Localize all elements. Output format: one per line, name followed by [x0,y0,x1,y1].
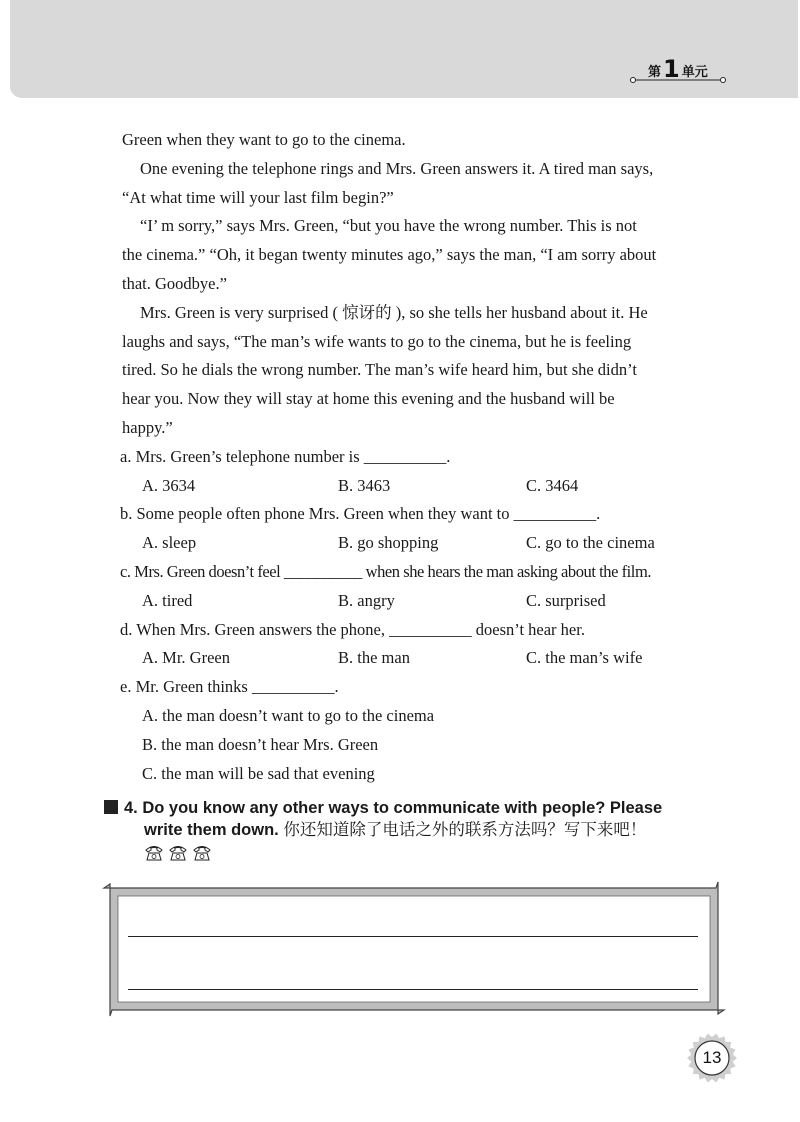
page-number-badge [686,1032,738,1084]
section-4-heading [104,797,714,841]
passage-line: the cinema.” “Oh, it began twenty minutes ago,” says the man, “I am sorry about [122,245,657,265]
reading-passage [122,126,722,788]
answer-line-1[interactable] [128,936,698,937]
section-4-line2-en: write them down. [144,821,279,839]
passage-line: laughs and says, “The man’s wife wants to go to the cinema, but he is feeling [122,331,632,351]
passage-line: Mrs. Green is very surprised ( 惊讶的 ), so she tells her husband about it. He [140,302,648,322]
passage-line: One evening the telephone rings and Mrs. Green answers it. A tired man says, [140,158,654,178]
passage-line: happy.” [122,417,173,437]
telephone-icon [143,842,165,862]
unit-prefix: 第 [648,65,662,80]
option-a[interactable]: A. tired [142,590,193,610]
passage-line: that. Goodbye.” [122,273,227,293]
option-a[interactable]: A. Mr. Green [142,648,230,668]
passage-line: tired. So he dials the wrong number. The man’s wife heard him, but she didn’t [122,360,637,380]
question-b-stem: b. Some people often phone Mrs. Green when they want to __________. [120,504,601,524]
option-a[interactable]: A. sleep [142,533,197,553]
passage-line: hear you. Now they will stay at home this evening and the husband will be [122,389,615,409]
section-marker-icon [104,800,118,814]
unit-underline [630,76,726,84]
question-b-options [122,529,722,558]
answer-line-2[interactable] [128,989,698,990]
section-4-line1: 4. Do you know any other ways to communicate with people? Please [124,799,663,817]
writing-box-frame [98,876,730,1022]
unit-number: 1 [663,55,680,83]
passage-line: Green when they want to go to the cinema. [122,130,406,149]
passage-line: “At what time will your last film begin?” [122,187,394,207]
option-b[interactable]: B. the man doesn’t hear Mrs. Green [142,734,379,754]
telephone-icon [191,842,213,862]
option-c[interactable]: C. surprised [526,590,606,610]
option-b[interactable]: B. the man [338,648,410,668]
telephone-icons [143,842,213,862]
header-scallop-edge [10,84,798,108]
passage-line: “I’ m sorry,” says Mrs. Green, “but you have the wrong number. This is not [140,216,637,236]
option-b[interactable]: B. angry [338,590,395,610]
option-c[interactable]: C. the man’s wife [526,648,643,668]
question-e-stem: e. Mr. Green thinks __________. [120,677,339,697]
page-number: 13 [702,1048,722,1067]
option-a[interactable]: A. the man doesn’t want to go to the cinema [142,705,435,725]
option-a[interactable]: A. 3634 [142,475,196,495]
question-c-options [122,587,722,616]
question-c-stem: c. Mrs. Green doesn’t feel __________ when she hears the man asking about the film. [120,561,651,581]
question-a-stem: a. Mrs. Green’s telephone number is __________. [120,446,451,466]
option-c[interactable]: C. the man will be sad that evening [142,763,375,783]
telephone-icon [167,842,189,862]
option-b[interactable]: B. go shopping [338,533,439,553]
option-c[interactable]: C. 3464 [526,475,579,495]
unit-suffix: 单元 [681,65,708,80]
question-d-stem: d. When Mrs. Green answers the phone, __________ doesn’t hear her. [120,619,585,639]
question-d-options [122,644,722,673]
question-a-options [122,472,722,501]
option-c[interactable]: C. go to the cinema [526,533,655,553]
option-b[interactable]: B. 3463 [338,475,391,495]
section-4-line2-cn: 你还知道除了电话之外的联系方法吗？写下来吧！ [278,821,647,839]
